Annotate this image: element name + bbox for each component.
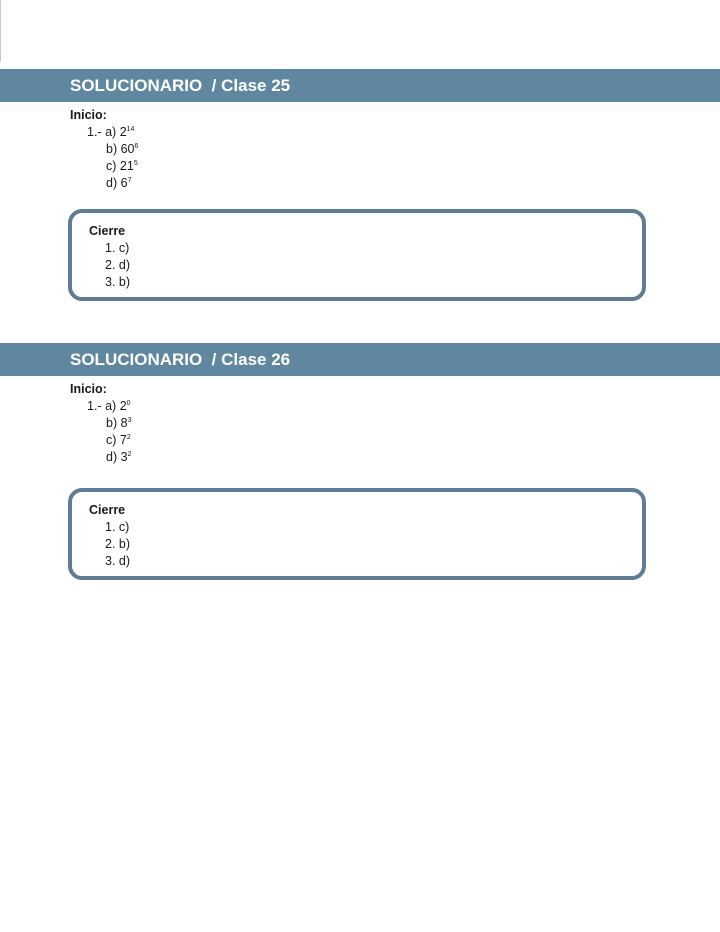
- cierre-box: [68, 488, 646, 580]
- answer-letter: b): [106, 142, 118, 156]
- cierre-item: 3. b): [105, 275, 131, 289]
- cierre-item: 1. c): [105, 520, 130, 534]
- answer-line-a: [87, 398, 131, 415]
- answer-base: 7: [119, 433, 127, 447]
- cierre-item: 2. d): [105, 258, 131, 272]
- cierre-item: 1. c): [105, 241, 130, 255]
- inicio-label: Inicio:: [70, 108, 107, 122]
- cierre-item: 3. d): [105, 554, 131, 568]
- answer-base: 60: [120, 142, 135, 156]
- answer-line-c: [106, 158, 138, 175]
- answer-letter: d): [106, 450, 118, 464]
- solucionario-section-clase-26: [0, 343, 720, 568]
- answer-exponent: 6: [134, 142, 139, 150]
- answer-base: 2: [119, 125, 127, 139]
- question-number: 1.-: [87, 399, 102, 413]
- answer-line-b: [106, 415, 131, 432]
- answer-line-d: [106, 175, 138, 192]
- answer-line-d: [106, 449, 131, 466]
- answer-letter: b): [106, 416, 118, 430]
- answer-letter: a): [105, 125, 117, 139]
- solucionario-section-clase-25: [0, 69, 720, 289]
- cierre-list: [105, 519, 130, 570]
- answer-base: 2: [119, 399, 127, 413]
- answer-exponent: 2: [127, 450, 132, 458]
- answer-base: 3: [120, 450, 128, 464]
- answer-exponent: 0: [126, 399, 131, 407]
- cierre-item: 2. b): [105, 537, 131, 551]
- answer-base: 21: [119, 159, 134, 173]
- cierre-title: Cierre: [89, 503, 126, 517]
- question-number: 1.-: [87, 125, 102, 139]
- cierre-box: [68, 209, 646, 301]
- cierre-list: [105, 240, 130, 291]
- page-edge-line: [0, 0, 1, 62]
- answer-exponent: 3: [127, 416, 132, 424]
- answer-letter: d): [106, 176, 118, 190]
- answer-line-c: [106, 432, 131, 449]
- answer-exponent: 7: [127, 176, 132, 184]
- cierre-title: Cierre: [89, 224, 126, 238]
- answer-line-b: [106, 141, 138, 158]
- inicio-block: [70, 107, 138, 192]
- answer-exponent: 5: [133, 159, 138, 167]
- section-banner: SOLUCIONARIO / Clase 25: [0, 69, 720, 102]
- answer-exponent: 14: [126, 125, 135, 133]
- answer-letter: c): [106, 433, 117, 447]
- inicio-block: [70, 381, 131, 466]
- answer-exponent: 2: [126, 433, 131, 441]
- answer-letter: a): [105, 399, 117, 413]
- answer-base: 6: [120, 176, 128, 190]
- section-banner: SOLUCIONARIO / Clase 26: [0, 343, 720, 376]
- answer-line-a: [87, 124, 138, 141]
- answer-letter: c): [106, 159, 117, 173]
- inicio-label: Inicio:: [70, 382, 107, 396]
- answer-base: 8: [120, 416, 128, 430]
